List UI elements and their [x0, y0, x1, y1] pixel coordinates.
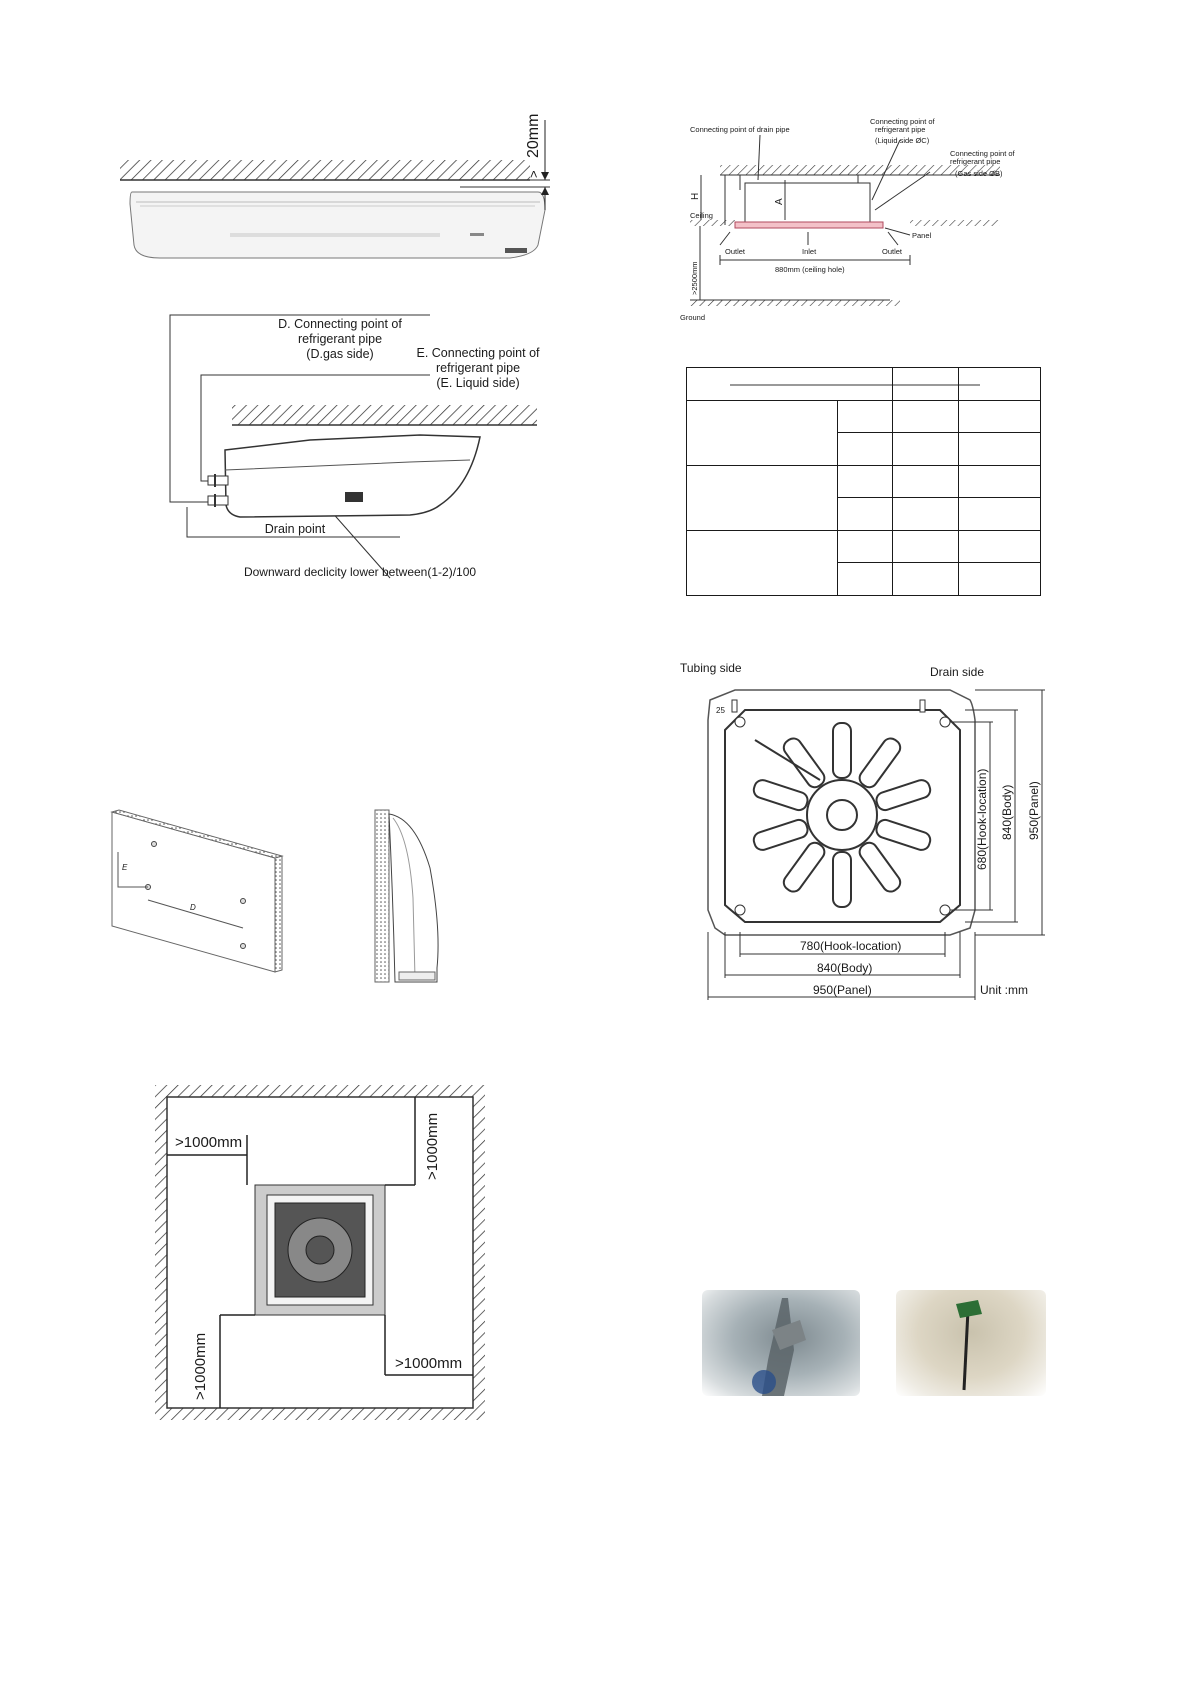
label-e-line2: refrigerant pipe: [435, 361, 521, 375]
gap-symbol: >: [526, 170, 541, 178]
label-gas-conn-3: (Gas side ØB): [955, 169, 1003, 178]
figure-cassette-dimensions: [680, 660, 1055, 1000]
cassette-plan: [255, 1185, 385, 1315]
photo-installer-drilling: [702, 1290, 860, 1396]
label-panel-h: 950(Panel): [813, 983, 872, 997]
label-outlet-right: Outlet: [882, 247, 903, 256]
figure-unit-side-wall: [375, 808, 455, 986]
blank-spec-table: [686, 367, 1041, 596]
pipe-liquid: [208, 496, 228, 505]
label-outlet-left: Outlet: [725, 247, 746, 256]
label-ceiling-hole: 880mm (ceiling hole): [775, 265, 845, 274]
label-ground: Ground: [680, 313, 706, 322]
clearance-top: >1000mm: [424, 1112, 441, 1180]
figure-room-clearance: [155, 1085, 485, 1420]
label-e-line3: (E. Liquid side): [436, 376, 520, 390]
label-hook-h: 780(Hook-location): [800, 939, 902, 953]
label-tubing-side: Tubing side: [680, 661, 742, 675]
label-panel-v: 950(Panel): [1027, 781, 1041, 840]
false-ceiling-right: [910, 220, 1000, 226]
label-slope: Downward declicity lower between(1-2)/100: [243, 565, 477, 579]
label-height: >2500mm: [690, 261, 699, 295]
label-drain-conn: Connecting point of drain pipe: [690, 125, 790, 134]
label-inlet: Inlet: [802, 247, 817, 256]
indoor-unit-side: [225, 435, 480, 517]
cassette-body: [745, 183, 870, 223]
label-d: D: [190, 903, 196, 912]
clearance-left: >1000mm: [175, 1134, 243, 1151]
label-corner: 25: [716, 706, 725, 715]
label-body-v: 840(Body): [1000, 784, 1014, 840]
figure-wall-bolts: [110, 810, 290, 980]
label-drain-point: Drain point: [264, 522, 326, 536]
figure-ceiling-clearance: [120, 100, 560, 270]
clearance-bottom: >1000mm: [192, 1332, 209, 1400]
false-ceiling-left: [690, 220, 735, 226]
clearance-right: >1000mm: [395, 1355, 463, 1372]
dim-h: H: [690, 192, 701, 200]
ceiling-hatch: [120, 160, 530, 180]
pipe-gas: [208, 476, 228, 485]
label-d-line1: D. Connecting point of: [278, 317, 402, 331]
label-ceiling: Ceiling: [690, 211, 713, 220]
label-hook-v: 680(Hook-location): [975, 768, 989, 870]
figure-pipe-connection-points: [160, 310, 560, 590]
gap-label: 20mm: [525, 113, 542, 158]
figure-cassette-section: [680, 117, 1050, 360]
label-d-line2: refrigerant pipe: [297, 332, 383, 346]
label-liquid-conn-3: (Liquid side ØC): [875, 136, 930, 145]
ceiling-hatch: [232, 405, 537, 425]
label-d-line3: (D.gas side): [306, 347, 374, 361]
dim-a: A: [774, 198, 785, 205]
label-liquid-conn-1: Connecting point of: [870, 117, 935, 126]
photo-ceiling-hanger: [896, 1290, 1046, 1396]
label-gas-conn-1: Connecting point of: [950, 149, 1015, 158]
label-e-line1: E. Connecting point of: [416, 346, 540, 360]
label-drain-side: Drain side: [930, 665, 985, 679]
label-e: E: [122, 863, 128, 872]
ground-hatch: [690, 300, 900, 306]
label-body-h: 840(Body): [817, 961, 873, 975]
label-gas-conn-2: refrigerant pipe: [950, 157, 1001, 166]
label-liquid-conn-2: refrigerant pipe: [875, 125, 926, 134]
label-unit: Unit :mm: [980, 983, 1028, 997]
label-panel: Panel: [912, 231, 932, 240]
